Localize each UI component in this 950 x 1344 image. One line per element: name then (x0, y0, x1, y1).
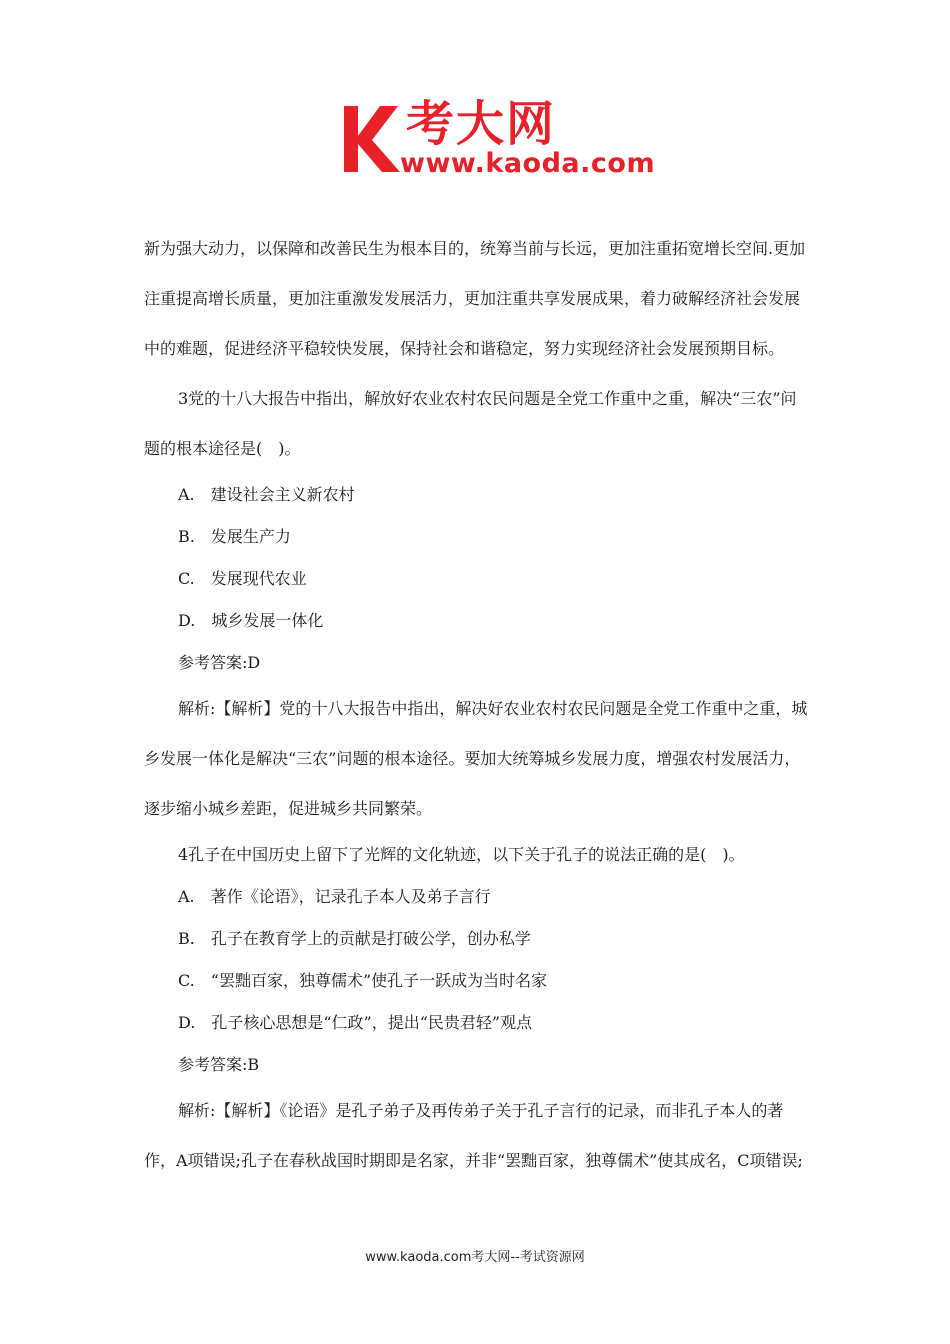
question-3-option-c: C. 发展现代农业 (178, 569, 307, 588)
question-4-option-a: A. 著作《论语》，记录孔子本人及弟子言行 (178, 887, 491, 906)
question-4-option-c: C. “罢黜百家，独尊儒术”使孔子一跃成为当时名家 (178, 971, 548, 990)
question-3-answer: 参考答案:D (178, 653, 261, 672)
logo-url: www.kaoda.com (400, 148, 656, 179)
question-4-answer: 参考答案:B (178, 1055, 260, 1074)
question-3-analysis: 解析:【解析】党的十八大报告中指出，解决好农业农村农民问题是全党工作重中之重，城乡发展一体化是解决“三农”问题的根本途径。要加大统筹城乡发展力度，增强农村发展活力，逐步缩小城乡差距，促进城乡共同繁荣。 (144, 699, 808, 818)
logo-chinese-name: 考大网 (406, 96, 557, 152)
question-4-analysis: 解析:【解析】《论语》是孔子弟子及再传弟子关于孔子言行的记录，而非孔子本人的著作，A项错误;孔子在春秋战国时期即是名家，并非“罢黜百家，独尊儒术”使其成名，C项错误; (144, 1101, 803, 1170)
question-4-option-d: D. 孔子核心思想是“仁政”，提出“民贵君轻”观点 (178, 1013, 533, 1032)
question-4-option-b: B. 孔子在教育学上的贡献是打破公学，创办私学 (178, 929, 531, 948)
question-4-stem: 4孔子在中国历史上留下了光辉的文化轨迹，以下关于孔子的说法正确的是( )。 (178, 845, 745, 864)
document-body (144, 224, 812, 1186)
k-logo-icon (340, 100, 404, 176)
question-3-option-a: A. 建设社会主义新农村 (178, 485, 355, 504)
question-3-option-d: D. 城乡发展一体化 (178, 611, 324, 630)
question-3-option-b: B. 发展生产力 (178, 527, 291, 546)
page-footer: www.kaoda.com考大网--考试资源网 (365, 1250, 585, 1265)
kaoda-logo (340, 96, 660, 186)
continuation-paragraph: 新为强大动力，以保障和改善民生为根本目的，统筹当前与长远，更加注重拓宽增长空间.更加注重提高增长质量，更加注重激发发展活力，更加注重共享发展成果，着力破解经济社会发展中的难题，促进经济平稳较快发展，保持社会和谐稳定，努力实现经济社会发展预期目标。 (144, 239, 806, 358)
question-3-stem: 3党的十八大报告中指出，解放好农业农村农民问题是全党工作重中之重，解决“三农”问题的根本途径是( )。 (144, 389, 797, 458)
